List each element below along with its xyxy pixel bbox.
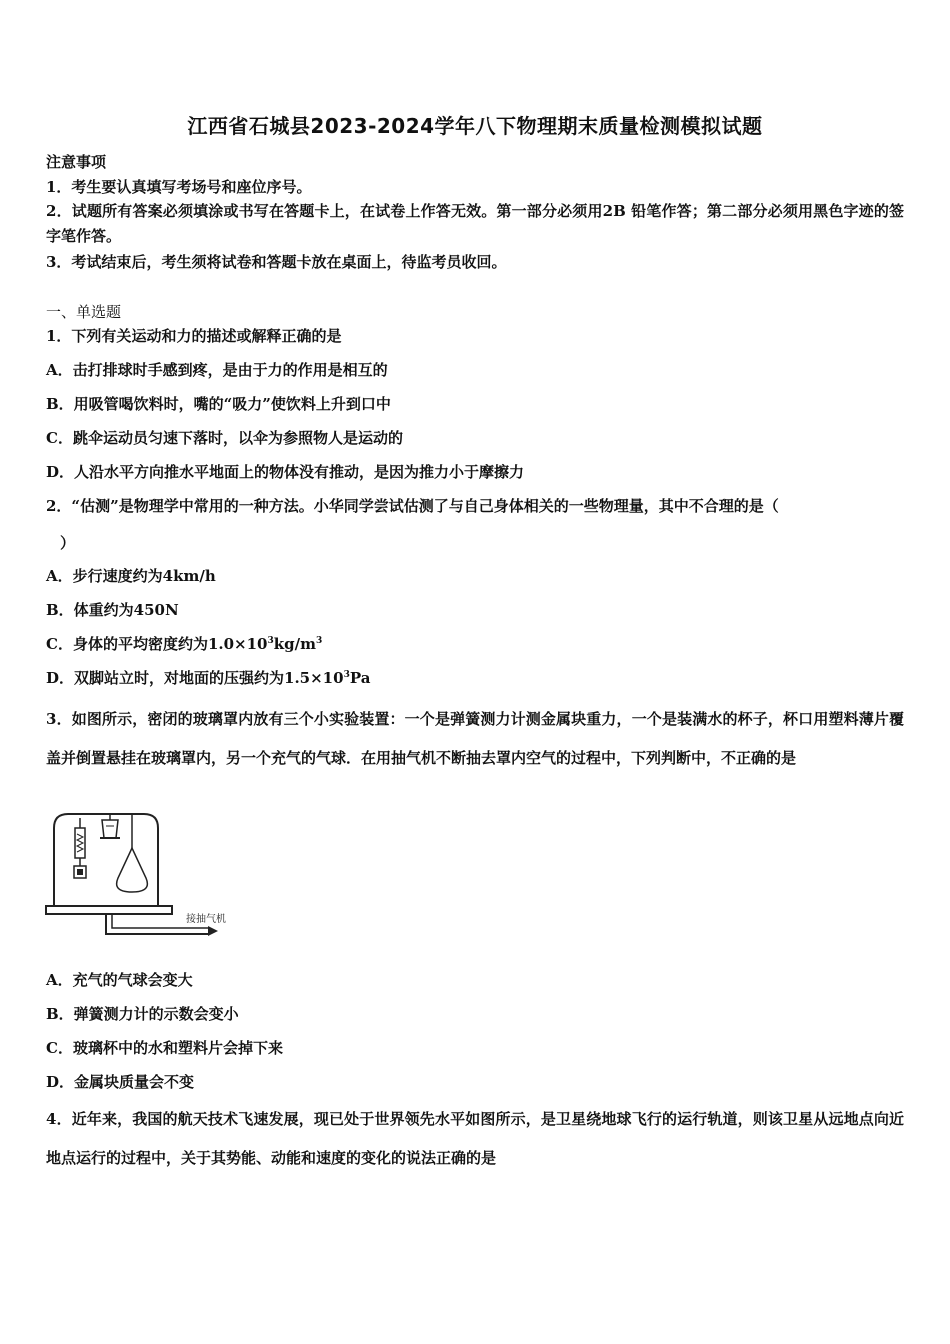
notice-item-3: 3．考试结束后，考生须将试卷和答题卡放在桌面上，待监考员收回。 bbox=[46, 253, 507, 271]
question-1-stem: 1．下列有关运动和力的描述或解释正确的是 bbox=[46, 327, 342, 345]
vacuum-jar-figure bbox=[40, 808, 250, 958]
question-2-option-b: B．体重约为450N bbox=[46, 601, 179, 619]
question-1-option-a: A．击打排球时手感到疼，是由于力的作用是相互的 bbox=[46, 361, 388, 379]
notice-heading: 注意事项 bbox=[46, 153, 107, 171]
question-1-option-c: C．跳伞运动员匀速下落时，以伞为参照物人是运动的 bbox=[46, 429, 403, 447]
question-1-option-d: D．人沿水平方向推水平地面上的物体没有推动，是因为推力小于摩擦力 bbox=[46, 463, 525, 481]
question-1-option-b: B．用吸管喝饮料时，嘴的“吸力”使饮料上升到口中 bbox=[46, 395, 391, 413]
question-2-stem-line-1: 2．“估测”是物理学中常用的一种方法。小华同学尝试估测了与自己身体相关的一些物理量，其中不合理的是（ bbox=[46, 497, 779, 515]
question-2-option-c: C．身体的平均密度约为$1.0\times 10^3kg/m^3$ bbox=[46, 635, 323, 653]
exam-title: 江西省石城县2023-2024学年八下物理期末质量检测模拟试题 bbox=[187, 114, 763, 138]
question-4-stem: 4．近年来，我国的航天技术飞速发展，现已处于世界领先水平如图所示，是卫星绕地球飞行的运行轨道，则该卫星从远地点向近地点运行的过程中，关于其势能、动能和速度的变化的说法正确的是 bbox=[46, 1110, 904, 1167]
question-2-stem-line-2: ） bbox=[60, 534, 76, 552]
question-2-option-d: D．双脚站立时，对地面的压强约为$1.5\times 10^3Pa$ bbox=[46, 669, 371, 687]
notice-item-2: 2．试题所有答案必须填涂或书写在答题卡上，在试卷上作答无效。第一部分必须用2B 铅笔作答；第二部分必须用黑色字迹的签字笔作答。 bbox=[46, 202, 904, 245]
question-3-option-a: A．充气的气球会变大 bbox=[46, 971, 193, 989]
question-3-option-c: C．玻璃杯中的水和塑料片会掉下来 bbox=[46, 1039, 283, 1057]
section-heading: 一、单选题 bbox=[46, 303, 122, 321]
question-3-option-b: B．弹簧测力计的示数会变小 bbox=[46, 1005, 239, 1023]
notice-item-1: 1．考生要认真填写考场号和座位序号。 bbox=[46, 178, 312, 196]
vacuum-jar-diagram bbox=[40, 808, 250, 958]
question-3-stem: 3．如图所示，密闭的玻璃罩内放有三个小实验装置：一个是弹簧测力计测金属块重力，一个是装满水的杯子，杯口用塑料薄片覆盖并倒置悬挂在玻璃罩内，另一个充气的气球．在用抽气机不断抽去罩内空气的过程中，下列判断中，不正确的是 bbox=[46, 710, 904, 767]
pump-label: 接抽气机 bbox=[186, 914, 226, 925]
question-3-option-d: D．金属块质量会不变 bbox=[46, 1073, 195, 1091]
question-2-option-a: A．步行速度约为4km/h bbox=[46, 567, 216, 585]
